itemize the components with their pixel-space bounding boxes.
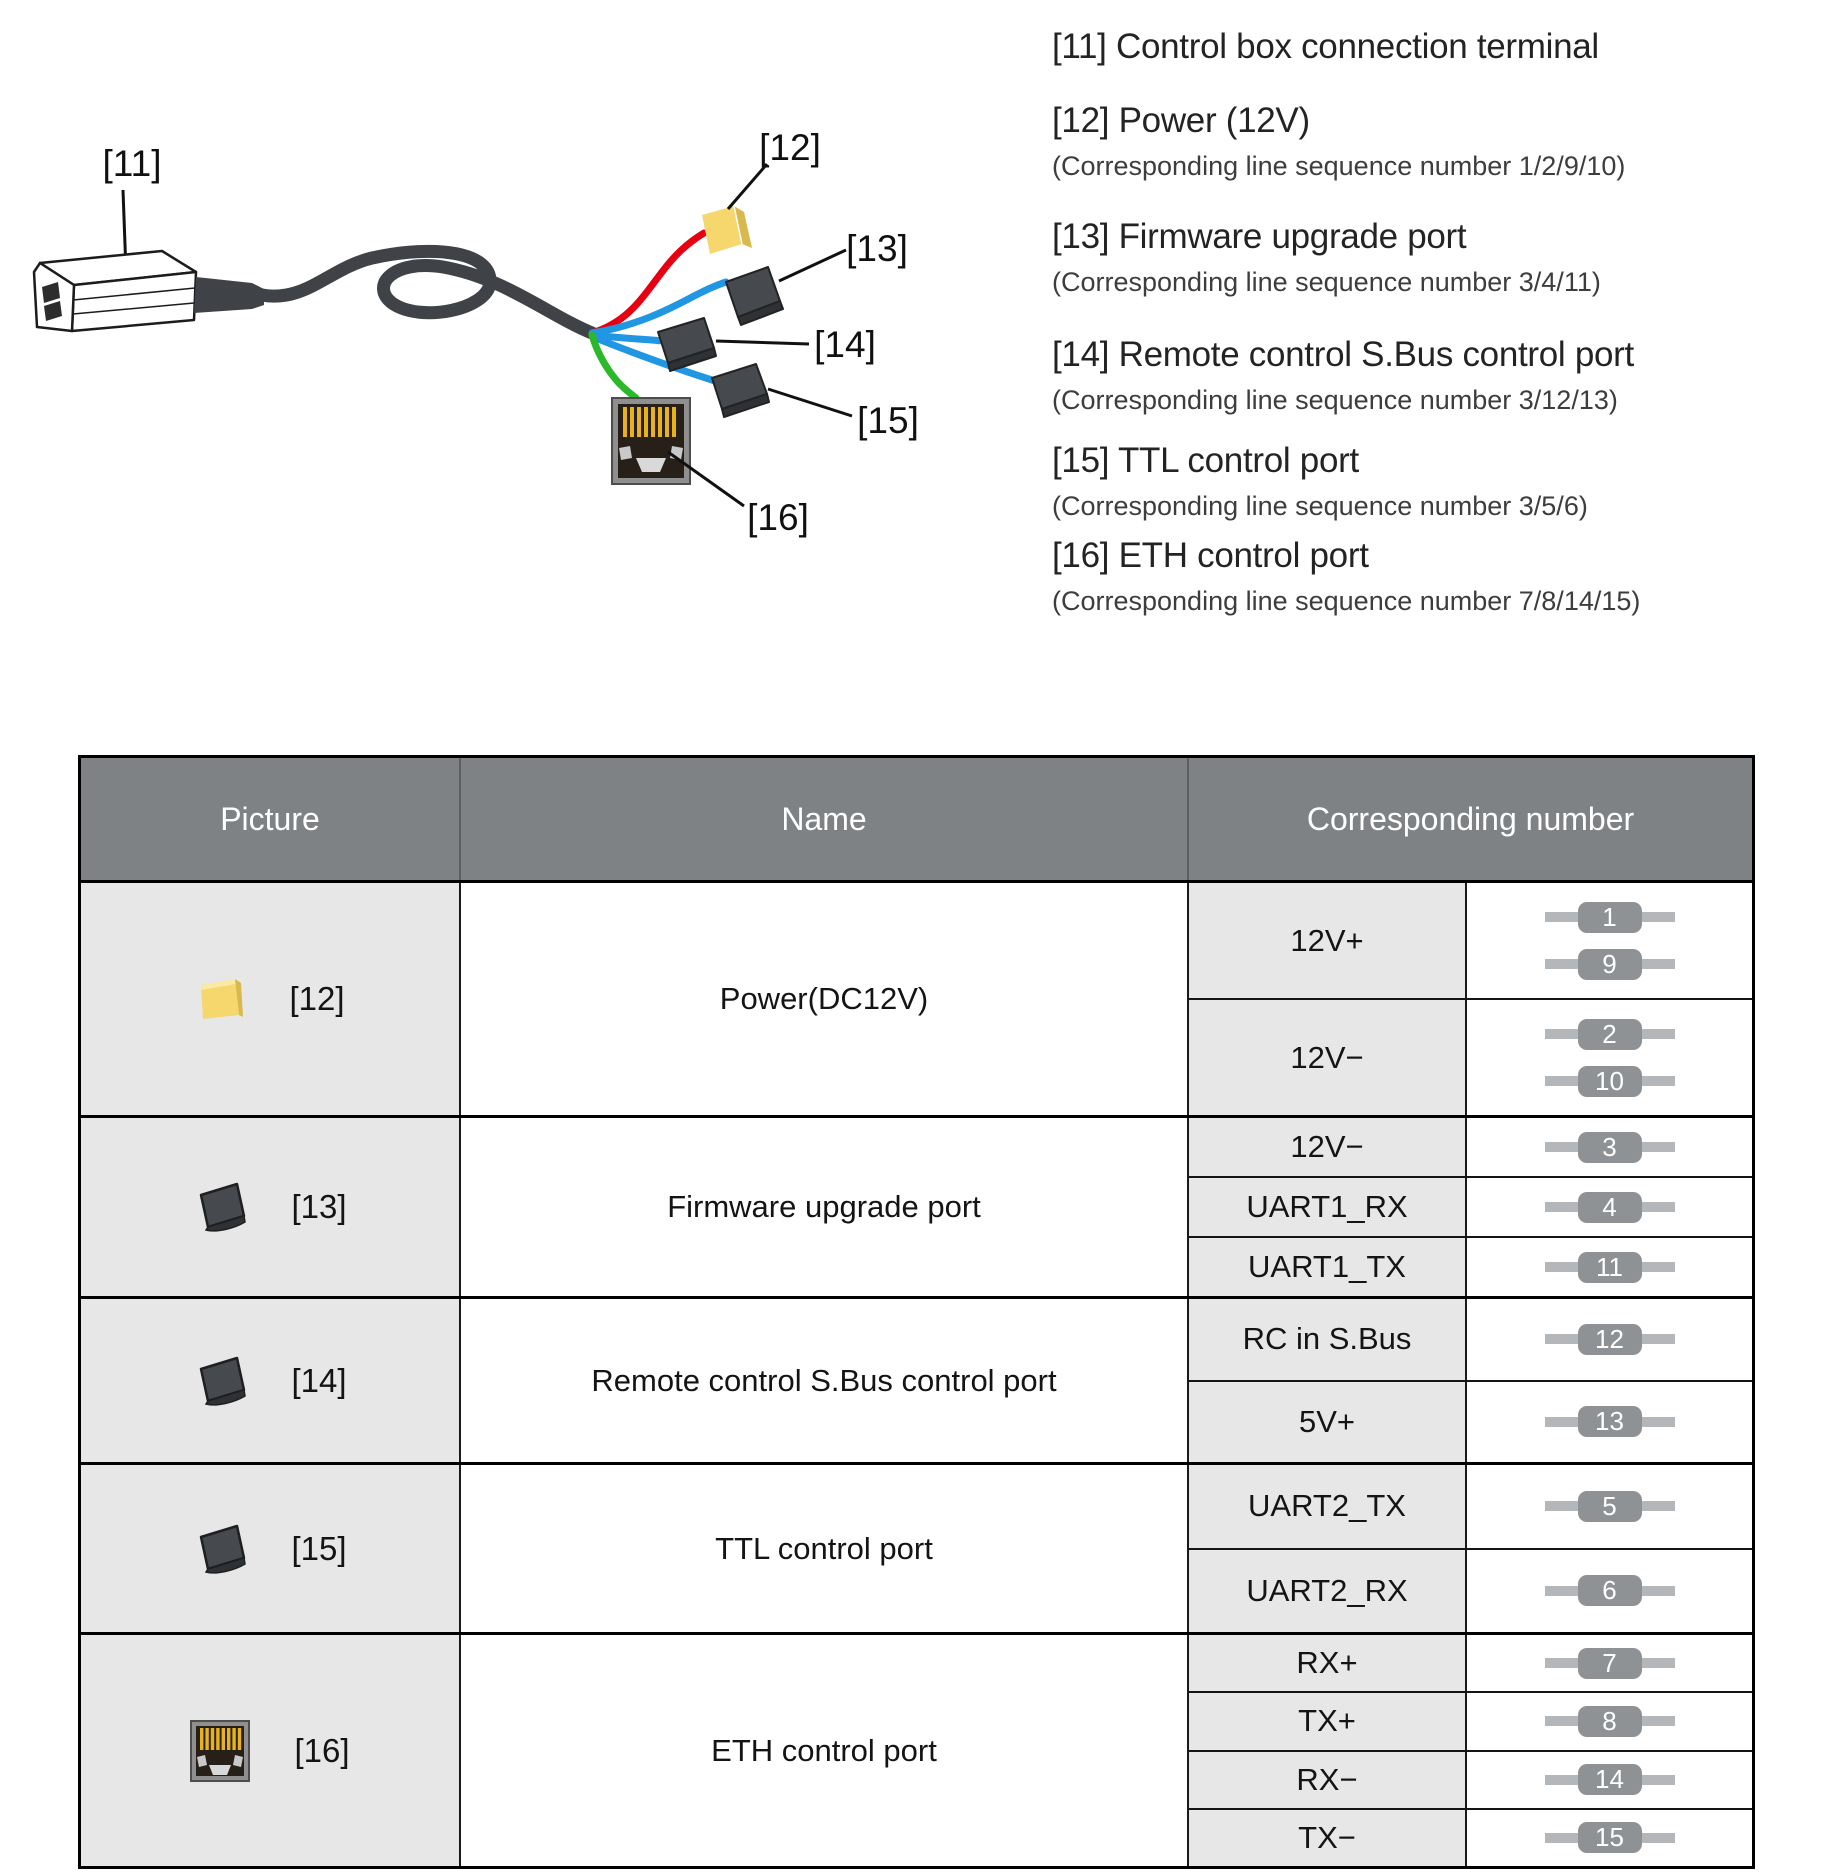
cable-diagram <box>0 0 960 620</box>
column-header-corresponding-number: Corresponding number <box>1306 800 1635 837</box>
yellow-connector-icon <box>195 977 245 1021</box>
diagram-label-15: [15] <box>857 400 919 441</box>
wire-stub-right <box>1642 1586 1675 1596</box>
wire-stub-right <box>1642 1262 1675 1272</box>
table-row <box>81 1296 1752 1462</box>
signal-row <box>1189 1691 1752 1749</box>
diagram-label-14: [14] <box>814 324 876 365</box>
callout-title: [11] Control box connection terminal <box>1052 27 1599 66</box>
power-connector <box>702 206 752 254</box>
picture-cell <box>81 1635 461 1866</box>
wire-stub-left <box>1545 1775 1578 1785</box>
ttl-connector <box>712 364 769 417</box>
wire-stub-left <box>1545 1334 1578 1344</box>
signal-label: 12V+ <box>1189 883 1467 998</box>
callout-item <box>1052 26 1792 68</box>
pin-cell <box>1467 1550 1752 1633</box>
signal-label: UART1_RX <box>1189 1178 1467 1236</box>
column-header-picture: Picture <box>81 758 461 880</box>
table-row <box>81 1632 1752 1866</box>
callout-title: [12] Power (12V) <box>1052 101 1310 140</box>
jst-connector-icon <box>193 1182 247 1232</box>
pin-cell <box>1467 1693 1752 1749</box>
pin-badge <box>1545 1706 1675 1737</box>
leader-line-14 <box>716 341 809 344</box>
pin-number: 7 <box>1578 1648 1642 1679</box>
signal-label: 12V− <box>1189 1118 1467 1176</box>
signal-row <box>1189 1236 1752 1296</box>
wire-stub-left <box>1545 959 1578 969</box>
callout-item <box>1052 216 1792 298</box>
pin-number: 1 <box>1578 902 1642 933</box>
connector-ref: [15] <box>291 1529 347 1567</box>
signal-row <box>1189 1635 1752 1691</box>
connector-icon-slot <box>193 1356 247 1406</box>
wire-stub-left <box>1545 1501 1578 1511</box>
callout-note: (Corresponding line sequence number 3/4/11) <box>1052 267 1601 297</box>
pin-badge <box>1545 1822 1675 1853</box>
pin-cell <box>1467 883 1752 998</box>
wire-stub-left <box>1545 1029 1578 1039</box>
signal-label: UART2_RX <box>1189 1550 1467 1633</box>
callout-title: [14] Remote control S.Bus control port <box>1052 335 1634 374</box>
pin-badge <box>1545 1324 1675 1355</box>
connector-icon-slot <box>193 1524 247 1574</box>
callout-note: (Corresponding line sequence number 7/8/14/15) <box>1052 586 1641 616</box>
rj45-jack-icon <box>190 1720 250 1782</box>
picture-cell <box>81 1465 461 1632</box>
pin-cell <box>1467 1465 1752 1548</box>
signal-row <box>1189 998 1752 1115</box>
callout-item <box>1052 440 1792 522</box>
pin-number: 11 <box>1578 1252 1642 1283</box>
signal-row <box>1189 1548 1752 1633</box>
pin-number: 2 <box>1578 1019 1642 1050</box>
connector-ref: [16] <box>294 1731 350 1769</box>
rj45-jack <box>612 398 690 484</box>
pin-cell <box>1467 1810 1752 1866</box>
corresponding-number-cell <box>1189 883 1752 1115</box>
wire-stub-left <box>1545 912 1578 922</box>
pin-badge <box>1545 1764 1675 1795</box>
callout-note: (Corresponding line sequence number 3/12/13) <box>1052 385 1618 415</box>
callout-note: (Corresponding line sequence number 1/2/9/10) <box>1052 151 1626 181</box>
callout-note: (Corresponding line sequence number 3/5/6) <box>1052 491 1588 521</box>
wire-stub-left <box>1545 1417 1578 1427</box>
pin-badge <box>1545 1066 1675 1097</box>
wire-stub-right <box>1642 959 1675 969</box>
pin-badge <box>1545 1491 1675 1522</box>
connector-ref: [13] <box>291 1188 347 1225</box>
pin-badge <box>1545 1648 1675 1679</box>
table-row <box>81 1115 1752 1296</box>
signal-row <box>1189 883 1752 998</box>
table-header <box>81 758 1752 880</box>
signal-label: UART1_TX <box>1189 1238 1467 1296</box>
wire-stub-left <box>1545 1658 1578 1668</box>
pin-cell <box>1467 1000 1752 1115</box>
signal-row <box>1189 1299 1752 1380</box>
connector-icon-slot <box>195 977 245 1021</box>
pin-cell <box>1467 1382 1752 1463</box>
column-header-name: Name <box>461 758 1189 880</box>
wire-stub-right <box>1642 1334 1675 1344</box>
table-row <box>81 880 1752 1115</box>
diagram-label-13: [13] <box>846 228 908 269</box>
signal-label: 12V− <box>1189 1000 1467 1115</box>
signal-label: TX− <box>1189 1810 1467 1866</box>
wire-stub-left <box>1545 1716 1578 1726</box>
pin-number: 10 <box>1578 1066 1642 1097</box>
pin-number: 6 <box>1578 1575 1642 1606</box>
wire-stub-right <box>1642 1142 1675 1152</box>
connector-ref: [12] <box>289 980 345 1017</box>
pin-number: 4 <box>1578 1192 1642 1223</box>
wire-stub-left <box>1545 1202 1578 1212</box>
wire-stub-right <box>1642 1716 1675 1726</box>
signal-row <box>1189 1380 1752 1463</box>
corresponding-number-cell <box>1189 1465 1752 1632</box>
wire-stub-right <box>1642 1501 1675 1511</box>
signal-label: RX− <box>1189 1752 1467 1808</box>
diagram-label-12: [12] <box>759 127 821 168</box>
wire-stub-left <box>1545 1262 1578 1272</box>
diagram-label-16: [16] <box>747 497 809 538</box>
wire-stub-left <box>1545 1076 1578 1086</box>
wire-stub-right <box>1642 1076 1675 1086</box>
pin-badge <box>1545 1019 1675 1050</box>
port-name: Power(DC12V) <box>461 883 1189 1115</box>
jst-connector-icon <box>193 1356 247 1406</box>
wire-stub-right <box>1642 1658 1675 1668</box>
leader-line-12 <box>728 164 767 209</box>
pin-number: 3 <box>1578 1132 1642 1163</box>
picture-cell <box>81 1118 461 1296</box>
callout-list <box>1052 0 1792 700</box>
connector-icon-slot <box>193 1182 247 1232</box>
signal-row <box>1189 1750 1752 1808</box>
pinout-table <box>78 755 1755 1869</box>
pin-number: 5 <box>1578 1491 1642 1522</box>
jst-connector-icon <box>193 1524 247 1574</box>
signal-label: RC in S.Bus <box>1189 1299 1467 1380</box>
signal-row <box>1189 1808 1752 1866</box>
callout-item <box>1052 535 1792 617</box>
signal-label: 5V+ <box>1189 1382 1467 1463</box>
pin-cell <box>1467 1752 1752 1808</box>
corresponding-number-cell <box>1189 1635 1752 1866</box>
wire-stub-left <box>1545 1833 1578 1843</box>
pin-cell <box>1467 1118 1752 1176</box>
pin-number: 14 <box>1578 1764 1642 1795</box>
firmware-connector <box>726 267 783 325</box>
port-name: Firmware upgrade port <box>461 1118 1189 1296</box>
signal-label: RX+ <box>1189 1635 1467 1691</box>
callout-item <box>1052 100 1792 182</box>
pin-cell <box>1467 1299 1752 1380</box>
picture-cell <box>81 883 461 1115</box>
signal-row <box>1189 1176 1752 1236</box>
connector-icon-slot <box>190 1720 250 1782</box>
leader-line-13 <box>779 250 846 281</box>
pin-number: 9 <box>1578 949 1642 980</box>
port-name: TTL control port <box>461 1465 1189 1632</box>
pin-number: 13 <box>1578 1406 1642 1437</box>
corresponding-number-cell <box>1189 1118 1752 1296</box>
signal-label: TX+ <box>1189 1693 1467 1749</box>
signal-row <box>1189 1465 1752 1548</box>
wire-stub-left <box>1545 1586 1578 1596</box>
diagram-label-11: [11] <box>102 143 162 184</box>
table-row <box>81 1462 1752 1632</box>
pin-badge <box>1545 1132 1675 1163</box>
callout-title: [15] TTL control port <box>1052 441 1359 480</box>
pin-badge <box>1545 949 1675 980</box>
pin-badge <box>1545 1192 1675 1223</box>
table-body <box>81 880 1752 1866</box>
wire-stub-left <box>1545 1142 1578 1152</box>
wire-stub-right <box>1642 912 1675 922</box>
callout-item <box>1052 334 1792 416</box>
pin-number: 8 <box>1578 1706 1642 1737</box>
signal-row <box>1189 1118 1752 1176</box>
pin-badge <box>1545 1575 1675 1606</box>
pin-badge <box>1545 1406 1675 1437</box>
corresponding-number-cell <box>1189 1299 1752 1462</box>
signal-label: UART2_TX <box>1189 1465 1467 1548</box>
wire-stub-right <box>1642 1833 1675 1843</box>
leader-line-15 <box>768 389 852 416</box>
cable-plug <box>194 277 264 313</box>
pin-number: 12 <box>1578 1324 1642 1355</box>
wire-stub-right <box>1642 1202 1675 1212</box>
pin-badge <box>1545 902 1675 933</box>
callout-title: [16] ETH control port <box>1052 536 1369 575</box>
port-name: Remote control S.Bus control port <box>461 1299 1189 1462</box>
pin-cell <box>1467 1238 1752 1296</box>
wire-stub-right <box>1642 1029 1675 1039</box>
wire-stub-right <box>1642 1417 1675 1427</box>
picture-cell <box>81 1299 461 1462</box>
pin-cell <box>1467 1178 1752 1236</box>
pin-number: 15 <box>1578 1822 1642 1853</box>
connector-ref: [14] <box>291 1361 347 1399</box>
wire-stub-right <box>1642 1775 1675 1785</box>
port-name: ETH control port <box>461 1635 1189 1866</box>
pin-cell <box>1467 1635 1752 1691</box>
callout-title: [13] Firmware upgrade port <box>1052 217 1467 256</box>
pin-badge <box>1545 1252 1675 1283</box>
cable-knot <box>262 251 592 333</box>
